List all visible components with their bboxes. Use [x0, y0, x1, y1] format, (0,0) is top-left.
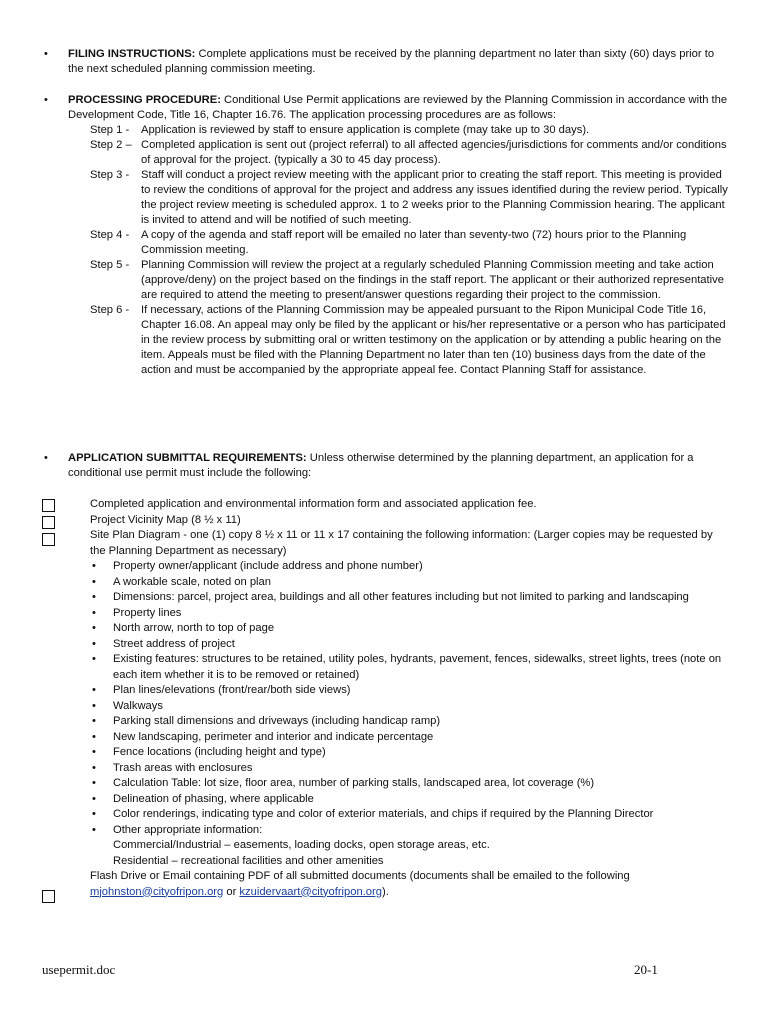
submittal-text: Unless otherwise determined by the planning department, an application for a conditional use permit must include the following:: [68, 452, 694, 479]
bullet-icon: •: [44, 452, 48, 464]
step-2: [90, 138, 728, 168]
site-plan-item: [90, 637, 730, 653]
bullet-icon: •: [44, 94, 48, 106]
checkbox-site-plan[interactable]: [42, 533, 55, 546]
processing-procedure-section: [44, 93, 728, 378]
bullet-icon: •: [92, 792, 96, 805]
site-plan-item-text: Fence locations (including height and type): [113, 746, 326, 758]
bullet-icon: •: [44, 48, 48, 60]
checklist-item-application-form: Completed application and environmental information form and associated application fee.: [90, 498, 537, 510]
bullet-icon: •: [92, 777, 96, 789]
site-plan-item: [90, 683, 730, 699]
bullet-icon: •: [92, 622, 96, 634]
email-or-text: or: [226, 885, 237, 898]
site-plan-item-text: Delineation of phasing, where applicable: [113, 792, 314, 805]
site-plan-item: [90, 823, 730, 839]
site-plan-item: [90, 575, 730, 591]
submittal-checklist: [90, 497, 730, 900]
site-plan-item-text: Walkways: [113, 699, 163, 712]
site-plan-item-text: Existing features: structures to be retained, utility poles, hydrants, pavement, fences, sidewalks, street lights, trees (note on each item whether it is to be removed or retained): [113, 653, 722, 681]
step-label: Step 2 –: [90, 139, 132, 151]
bullet-icon: •: [92, 560, 96, 572]
bullet-icon: •: [92, 823, 96, 836]
checkbox-flash-drive[interactable]: [42, 890, 55, 903]
site-plan-item-text: Street address of project: [113, 637, 235, 650]
step-label: Step 6 -: [90, 304, 130, 316]
filing-instructions-section: [44, 47, 728, 77]
step-text: A copy of the agenda and staff report will be emailed no later than seventy-two (72) hours prior to the Planning Commission meeting.: [141, 229, 687, 256]
site-plan-item-text: A workable scale, noted on plan: [113, 575, 271, 588]
bullet-icon: •: [92, 808, 96, 820]
step-3: [90, 168, 728, 228]
site-plan-item-text: Color renderings, indicating type and color of exterior materials, and chips if required by the Planning Director: [113, 808, 654, 820]
site-plan-item-text: Calculation Table: lot size, floor area, number of parking stalls, landscaped area, lot coverage (%): [113, 777, 595, 789]
other-residential-text: Residential – recreational facilities and other amenities: [113, 854, 384, 867]
filing-text: Complete applications must be received by the planning department no later than sixty (60) days prior to the next scheduled planning commission meeting.: [68, 48, 715, 75]
step-text: Application is reviewed by staff to ensure application is complete (may take up to 30 days).: [141, 124, 590, 136]
site-plan-item: [90, 745, 730, 761]
processing-steps: [90, 123, 728, 378]
bullet-icon: •: [92, 637, 96, 650]
step-text: Planning Commission will review the project at a regularly scheduled Planning Commission meeting and take action (approve/deny) on the project based on the findings in the staff report. The applicant or their authorized representative are required to attend the meeting to present/answer questions regarding their project to the commission.: [141, 259, 724, 301]
step-label: Step 3 -: [90, 169, 130, 181]
site-plan-item: [90, 730, 730, 746]
step-1: [90, 123, 728, 138]
site-plan-item-text: Dimensions: parcel, project area, buildings and all other features including but not limited to parking and landscaping: [113, 591, 689, 603]
site-plan-item: [90, 606, 730, 622]
site-plan-item-text: Other appropriate information:: [113, 823, 263, 836]
site-plan-item: [90, 559, 730, 575]
footer-page-number: 20-1: [634, 962, 658, 977]
checkbox-vicinity-map[interactable]: [42, 516, 55, 529]
site-plan-item: [90, 776, 730, 792]
step-text: If necessary, actions of the Planning Commission may be appealed pursuant to the Ripon Municipal Code Title 16, Chapter 16.08. An appeal may only be filed by the applicant or his/her representative or a person who has participated in the review process by submitting oral or written testimony on the application or by attending a public hearing on the item. Appeals must be filed with the Planning Department no later than ten (10) business days from the date of the action and must be accompanied by the appropriate appeal fee. Contact Planning Staff for assistance.: [141, 304, 726, 376]
site-plan-item-text: Parking stall dimensions and driveways (including handicap ramp): [113, 715, 441, 727]
site-plan-item: [90, 714, 730, 730]
bullet-icon: •: [92, 746, 96, 758]
site-plan-item: [90, 761, 730, 777]
step-4: [90, 228, 728, 258]
step-text: Completed application is sent out (project referral) to all affected agencies/jurisdictions for comments and/or conditions of approval for the project. (typically a 30 to 45 day process).: [141, 139, 727, 166]
bullet-icon: •: [92, 591, 96, 603]
bullet-icon: •: [92, 715, 96, 727]
site-plan-item-text: Trash areas with enclosures: [113, 761, 253, 774]
step-5: [90, 258, 728, 303]
step-label: Step 1 -: [90, 124, 130, 136]
bullet-icon: •: [92, 684, 96, 696]
site-plan-item-text: Property lines: [113, 606, 182, 619]
footer-filename: usepermit.doc: [42, 962, 116, 977]
site-plan-item: [90, 807, 730, 823]
step-6: [90, 303, 728, 378]
site-plan-item: [90, 652, 730, 683]
site-plan-item: [90, 621, 730, 637]
flash-drive-suffix: ).: [381, 885, 389, 898]
site-plan-item: [90, 699, 730, 715]
site-plan-item-text: Property owner/applicant (include address and phone number): [113, 560, 423, 572]
step-label: Step 5 -: [90, 259, 130, 271]
bullet-icon: •: [92, 606, 96, 619]
submittal-heading: APPLICATION SUBMITTAL REQUIREMENTS:: [68, 452, 307, 464]
site-plan-item-text: North arrow, north to top of page: [113, 622, 275, 634]
bullet-icon: •: [92, 730, 96, 743]
site-plan-item: [90, 792, 730, 808]
email-link-kzuidervaart[interactable]: kzuidervaart@cityofripon.org: [239, 885, 382, 898]
site-plan-item: [90, 590, 730, 606]
bullet-icon: •: [92, 575, 96, 588]
checklist-item-vicinity-map: Project Vicinity Map (8 ½ x 11): [90, 513, 241, 526]
flash-drive-text: Flash Drive or Email containing PDF of all submitted documents (documents shall be emailed to the following: [90, 870, 630, 882]
checkbox-application-form[interactable]: [42, 499, 55, 512]
bullet-icon: •: [92, 761, 96, 774]
step-text: Staff will conduct a project review meeting with the applicant prior to creating the staff report. This meeting is provided to review the conditions of approval for the project and address any issues identified during the review period. Typically the project review meeting is scheduled approx. 1 to 2 weeks prior to the Planning Commission hearing. The applicant is invited to attend and will be notified of such meeting.: [141, 169, 728, 226]
bullet-icon: •: [92, 653, 96, 665]
processing-heading: PROCESSING PROCEDURE:: [68, 94, 221, 106]
checklist-item-flash-drive: [90, 869, 730, 900]
step-label: Step 4 -: [90, 229, 130, 241]
bullet-icon: •: [92, 699, 96, 712]
other-commercial-text: Commercial/Industrial – easements, loading docks, open storage areas, etc.: [113, 839, 490, 851]
filing-heading: FILING INSTRUCTIONS:: [68, 48, 196, 60]
email-link-mjohnston[interactable]: mjohnston@cityofripon.org: [90, 885, 224, 898]
site-plan-item-text: Plan lines/elevations (front/rear/both side views): [113, 684, 351, 696]
site-plan-item-text: New landscaping, perimeter and interior and indicate percentage: [113, 730, 434, 743]
submittal-requirements-section: [44, 451, 728, 481]
processing-text: Conditional Use Permit applications are reviewed by the Planning Commission in accordance with the Development Code, Title 16, Chapter 16.76. The application processing procedures are as follows:: [68, 94, 728, 121]
checklist-item-site-plan: Site Plan Diagram - one (1) copy 8 ½ x 11 or 11 x 17 containing the following information: (Larger copies may be requested by the Planning Department as necessary): [90, 529, 713, 557]
